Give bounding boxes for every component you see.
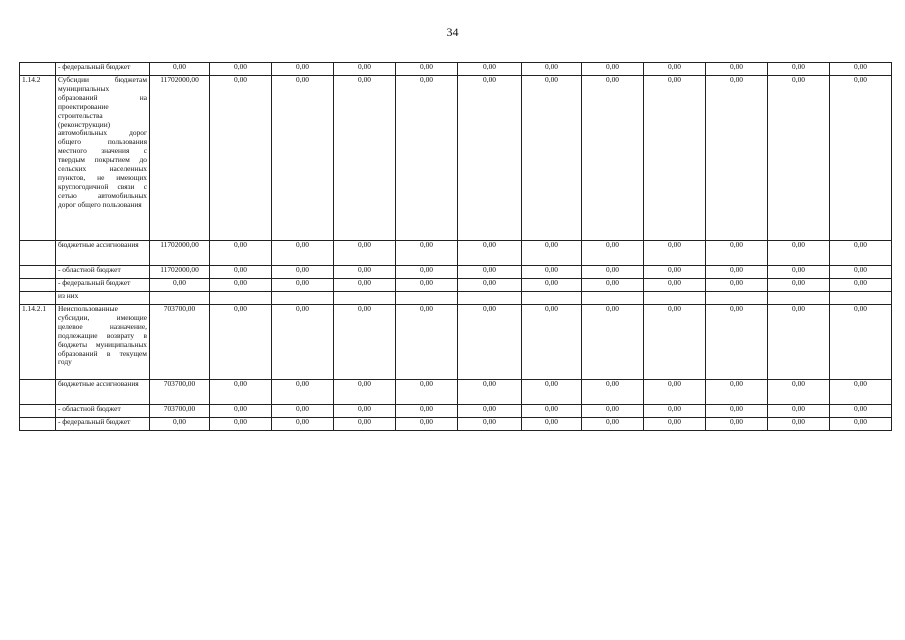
row-total: 11702000,00 [150,266,210,279]
row-value: 0,00 [644,380,706,405]
row-label: - областной бюджет [56,266,150,279]
row-label: - областной бюджет [56,405,150,418]
row-value: 0,00 [458,63,522,76]
row-value: 0,00 [210,241,272,266]
row-value: 0,00 [582,63,644,76]
row-value: 0,00 [582,279,644,292]
row-value: 0,00 [830,418,892,431]
row-value [272,292,334,305]
row-label: бюджетные ассигнования [56,380,150,405]
row-value: 0,00 [458,305,522,380]
row-value: 0,00 [768,405,830,418]
row-value [644,292,706,305]
row-value: 0,00 [396,405,458,418]
table-row [20,305,892,380]
row-value: 0,00 [582,418,644,431]
row-value: 0,00 [830,266,892,279]
row-code [20,292,56,305]
row-value: 0,00 [582,405,644,418]
row-value: 0,00 [582,76,644,241]
table-row [20,292,892,305]
row-value: 0,00 [272,405,334,418]
row-value: 0,00 [706,266,768,279]
row-value: 0,00 [522,63,582,76]
row-value: 0,00 [272,418,334,431]
row-value: 0,00 [522,405,582,418]
row-value: 0,00 [644,241,706,266]
row-value: 0,00 [830,380,892,405]
row-total: 703700,00 [150,405,210,418]
row-label: - федеральный бюджет [56,63,150,76]
row-value: 0,00 [334,405,396,418]
row-value: 0,00 [644,63,706,76]
row-value: 0,00 [706,241,768,266]
row-value: 0,00 [334,418,396,431]
row-code [20,241,56,266]
row-value: 0,00 [272,241,334,266]
table-row [20,241,892,266]
row-value: 0,00 [830,76,892,241]
row-total: 0,00 [150,279,210,292]
row-total: 703700,00 [150,305,210,380]
table-row [20,405,892,418]
table-row [20,279,892,292]
row-code [20,266,56,279]
row-total: 703700,00 [150,380,210,405]
table-body [20,63,892,431]
row-value [830,292,892,305]
row-value [458,292,522,305]
row-value: 0,00 [334,241,396,266]
row-value: 0,00 [334,266,396,279]
row-value: 0,00 [644,266,706,279]
row-value: 0,00 [768,76,830,241]
row-total: 0,00 [150,418,210,431]
row-label: Неиспользованные субсидии, имеющие целевое назначение, подлежащие возврату в бюджеты муниципальных образований в текущем году [56,305,150,380]
row-code [20,279,56,292]
row-value: 0,00 [830,241,892,266]
row-label: бюджетные ассигнования [56,241,150,266]
row-value: 0,00 [830,305,892,380]
row-total: 0,00 [150,63,210,76]
row-label: - федеральный бюджет [56,418,150,431]
row-value: 0,00 [272,279,334,292]
row-total: 11702000,00 [150,76,210,241]
row-value: 0,00 [272,76,334,241]
row-value [522,292,582,305]
row-value: 0,00 [768,305,830,380]
row-value: 0,00 [272,305,334,380]
row-value: 0,00 [396,241,458,266]
table-row [20,63,892,76]
row-value: 0,00 [522,266,582,279]
row-value: 0,00 [210,380,272,405]
row-value: 0,00 [522,380,582,405]
row-value: 0,00 [334,305,396,380]
row-label: - федеральный бюджет [56,279,150,292]
row-value: 0,00 [334,279,396,292]
table-row [20,380,892,405]
row-value: 0,00 [768,279,830,292]
row-value: 0,00 [830,405,892,418]
row-value: 0,00 [458,279,522,292]
row-value: 0,00 [210,266,272,279]
row-value: 0,00 [768,380,830,405]
row-value: 0,00 [396,279,458,292]
row-code [20,405,56,418]
row-value: 0,00 [582,241,644,266]
row-value: 0,00 [458,266,522,279]
row-value: 0,00 [582,380,644,405]
row-value: 0,00 [396,76,458,241]
table-row [20,266,892,279]
row-value: 0,00 [522,418,582,431]
row-code [20,63,56,76]
row-value: 0,00 [210,279,272,292]
row-value: 0,00 [768,418,830,431]
row-code [20,418,56,431]
row-value: 0,00 [396,305,458,380]
row-value: 0,00 [458,418,522,431]
row-value: 0,00 [334,380,396,405]
row-value: 0,00 [830,279,892,292]
row-value: 0,00 [334,76,396,241]
table-row [20,418,892,431]
page-number: 34 [446,25,459,39]
row-value: 0,00 [706,380,768,405]
row-code [20,380,56,405]
row-value: 0,00 [522,241,582,266]
row-value [768,292,830,305]
row-value: 0,00 [458,241,522,266]
row-value: 0,00 [396,63,458,76]
row-value: 0,00 [644,76,706,241]
row-value: 0,00 [706,63,768,76]
row-value: 0,00 [644,279,706,292]
row-value: 0,00 [396,418,458,431]
row-value: 0,00 [706,305,768,380]
row-total: 11702000,00 [150,241,210,266]
row-value: 0,00 [706,405,768,418]
row-value: 0,00 [768,63,830,76]
row-value: 0,00 [830,63,892,76]
row-value: 0,00 [522,305,582,380]
row-value: 0,00 [458,76,522,241]
row-value: 0,00 [706,418,768,431]
row-code: 1.14.2 [20,76,56,241]
row-value: 0,00 [458,405,522,418]
budget-table [19,62,892,431]
row-value: 0,00 [210,418,272,431]
row-value [396,292,458,305]
row-value: 0,00 [706,279,768,292]
row-value: 0,00 [210,405,272,418]
row-code: 1.14.2.1 [20,305,56,380]
row-value [706,292,768,305]
row-value: 0,00 [582,266,644,279]
row-value: 0,00 [522,279,582,292]
row-value: 0,00 [396,266,458,279]
row-value: 0,00 [334,63,396,76]
row-value: 0,00 [644,405,706,418]
row-value: 0,00 [396,380,458,405]
row-value: 0,00 [210,305,272,380]
row-value: 0,00 [458,380,522,405]
row-value: 0,00 [210,63,272,76]
row-value: 0,00 [272,63,334,76]
table-row [20,76,892,241]
row-value: 0,00 [522,76,582,241]
row-value: 0,00 [272,266,334,279]
row-value: 0,00 [582,305,644,380]
row-value: 0,00 [768,266,830,279]
row-value: 0,00 [272,380,334,405]
row-value [334,292,396,305]
row-value [582,292,644,305]
row-value: 0,00 [644,305,706,380]
row-label: Субсидии бюджетам муниципальных образований на проектирование строительства (реконструкции) автомобильных дорог общего пользования местного значения с твердым покрытием до сельских населенных пунктов, не имеющих круглогодичной связи с сетью автомобильных дорог общего пользования [56,76,150,241]
row-value: 0,00 [644,418,706,431]
row-value [210,292,272,305]
row-total [150,292,210,305]
row-value: 0,00 [706,76,768,241]
row-value: 0,00 [210,76,272,241]
row-value: 0,00 [768,241,830,266]
row-label: из них [56,292,150,305]
